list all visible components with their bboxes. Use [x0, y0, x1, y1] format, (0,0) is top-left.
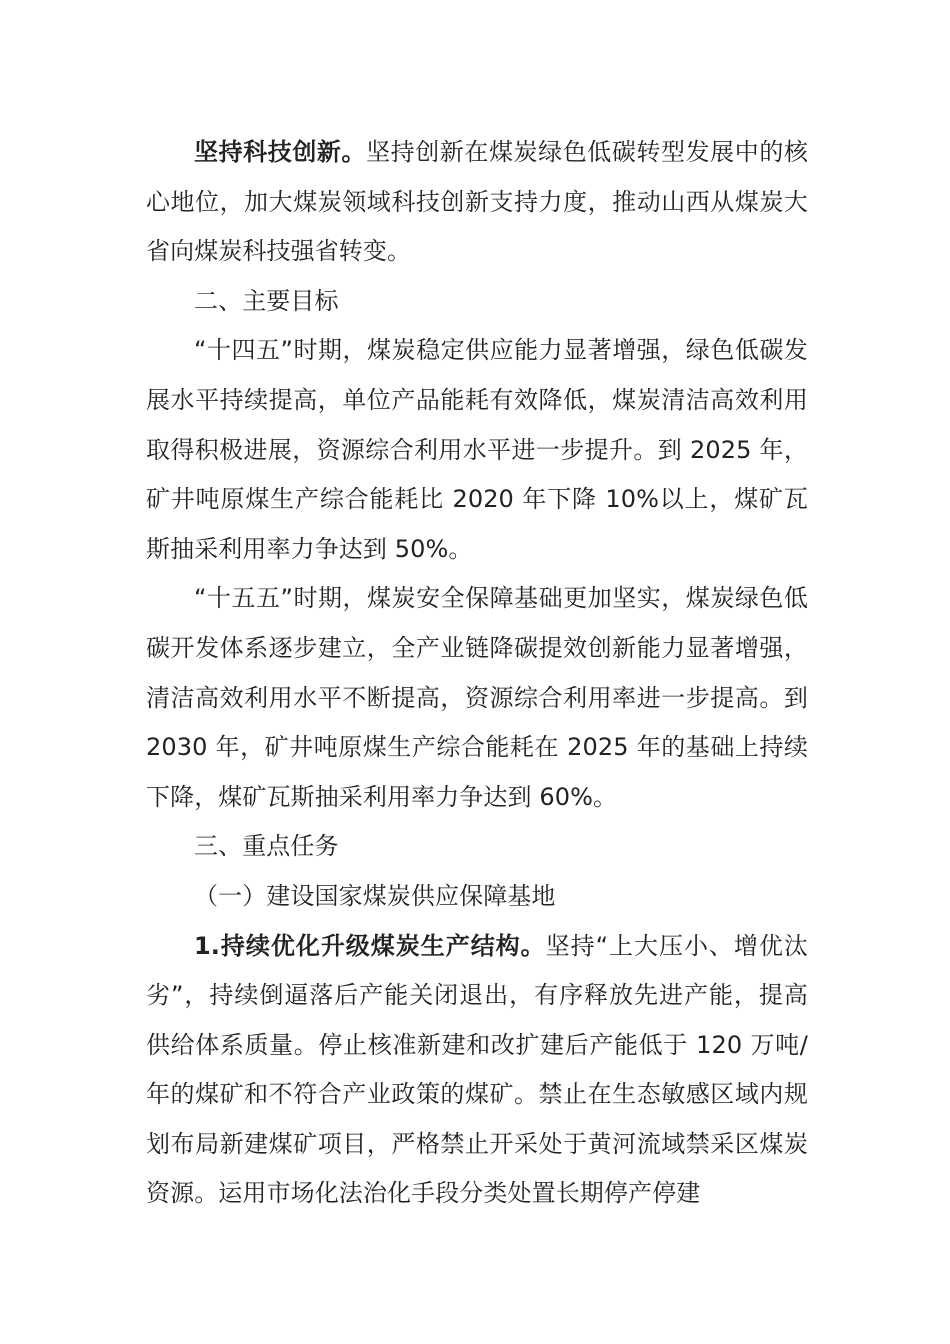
paragraph-text: 坚持“上大压小、增优汰劣”，持续倒逼落后产能关闭退出，有序释放先进产能，提高供给体系质量。停止核准新建和改扩建后产能低于 120 万吨/年的煤矿和不符合产业政策的煤矿。禁止在生态敏感区域内规划布局新建煤矿项目，严格禁止开采处于黄河流域禁采区煤炭资源。运用市场化法治化手段分类处置长期停产停建 — [146, 931, 808, 1208]
paragraph-lead: 坚持科技创新。 — [194, 138, 367, 166]
paragraph-tech-innovation — [146, 128, 808, 277]
document-body — [146, 128, 808, 1219]
paragraph-15th-five-year: “十五五”时期，煤炭安全保障基础更加坚实，煤炭绿色低碳开发体系逐步建立，全产业链降碳提效创新能力显著增强，清洁高效利用水平不断提高，资源综合利用率进一步提高。到 2030 年，矿井吨原煤生产综合能耗在 2025 年的基础上持续下降，煤矿瓦斯抽采利用率力争达到 60%。 — [146, 584, 808, 811]
paragraph-14th-five-year: “十四五”时期，煤炭稳定供应能力显著增强，绿色低碳发展水平持续提高，单位产品能耗有效降低，煤炭清洁高效利用取得积极进展，资源综合利用水平进一步提升。到 2025 年，矿井吨原煤生产综合能耗比 2020 年下降 10%以上，煤矿瓦斯抽采利用率力争达到 50%。 — [146, 336, 808, 563]
subsection-heading-supply-base: （一）建设国家煤炭供应保障基地 — [194, 881, 556, 910]
paragraph-production-structure — [146, 922, 808, 1220]
section-heading-main-goals: 二、主要目标 — [194, 286, 339, 315]
section-heading-key-tasks: 三、重点任务 — [194, 832, 339, 861]
paragraph-lead: 1.持续优化升级煤炭生产结构。 — [194, 931, 546, 960]
paragraph-text: 坚持创新在煤炭绿色低碳转型发展中的核心地位，加大煤炭领域科技创新支持力度，推动山西从煤炭大省向煤炭科技强省转变。 — [146, 138, 808, 266]
